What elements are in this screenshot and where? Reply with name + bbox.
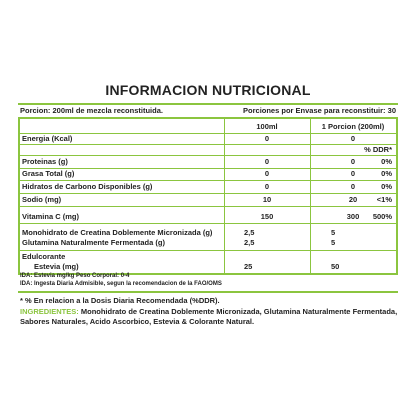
header-divider bbox=[18, 103, 398, 105]
row-label-glutamina: Glutamina Naturalmente Fermentada (g) bbox=[22, 238, 165, 247]
row-label-creatina: Monohidrato de Creatina Doblemente Micronizada (g) bbox=[22, 228, 213, 237]
row-value-portion: 20 bbox=[348, 195, 358, 204]
ingredients-label: INGREDIENTES: bbox=[20, 307, 79, 316]
row-divider bbox=[20, 250, 396, 251]
row-value-100ml: 2,5 bbox=[244, 238, 255, 247]
row-label-sodio: Sodio (mg) bbox=[22, 195, 62, 204]
row-label-grasa: Grasa Total (g) bbox=[22, 169, 75, 178]
row-value-100ml: 2,5 bbox=[244, 228, 255, 237]
row-value-100ml: 0 bbox=[264, 157, 270, 166]
row-value-100ml: 0 bbox=[264, 134, 270, 143]
ddr-note: * % En relacion a la Dosis Diaria Recomendada (%DDR). bbox=[20, 296, 220, 305]
row-value-portion: 50 bbox=[331, 262, 340, 271]
row-value-portion: 0 bbox=[350, 169, 356, 178]
row-divider bbox=[20, 193, 396, 194]
row-value-100ml: 0 bbox=[264, 169, 270, 178]
row-value-100ml: 0 bbox=[264, 182, 270, 191]
nutrition-table bbox=[18, 117, 398, 275]
row-value-portion: 5 bbox=[331, 228, 336, 237]
ingredients bbox=[20, 307, 400, 327]
row-label-edulcorante: Edulcorante bbox=[22, 252, 66, 261]
ingredients-text: Monohidrato de Creatina Doblemente Micronizada, Glutamina Naturalmente Fermentada, Sabores Naturales, Acido Ascorbico, Estevia & Colorante Natural. bbox=[20, 307, 398, 326]
row-value-100ml: 25 bbox=[244, 262, 253, 271]
row-value-portion: 0 bbox=[350, 182, 356, 191]
row-divider bbox=[20, 180, 396, 181]
row-divider bbox=[20, 144, 396, 145]
row-value-portion: 0 bbox=[350, 157, 356, 166]
row-value-100ml: 150 bbox=[260, 212, 274, 221]
bottom-divider bbox=[18, 291, 398, 293]
row-label-estevia: Estevia (mg) bbox=[34, 262, 79, 271]
row-divider bbox=[20, 206, 396, 207]
row-value-ddr: 0% bbox=[381, 157, 392, 166]
row-label-energia: Energia (Kcal) bbox=[22, 134, 73, 143]
row-divider bbox=[20, 223, 396, 224]
label-title: INFORMACION NUTRICIONAL bbox=[105, 82, 311, 98]
footnote-ida-estevia: IDA: Estevia mg/kg Peso Corporal: 0-4 bbox=[20, 273, 130, 279]
row-value-portion: 5 bbox=[331, 238, 336, 247]
row-label-hidratos: Hidratos de Carbono Disponibles (g) bbox=[22, 182, 153, 191]
row-value-ddr: 500% bbox=[372, 212, 392, 221]
footnote-ida-definition: IDA: Ingesta Diaria Admisible, segun la recomendacion de la FAO/OMS bbox=[20, 281, 222, 287]
row-value-ddr: 0% bbox=[381, 169, 392, 178]
row-divider bbox=[20, 155, 396, 156]
col-header-ddr: % DDR* bbox=[364, 145, 392, 154]
col-header-100ml: 100ml bbox=[256, 122, 278, 131]
servings-per-container: Porciones por Envase para reconstituir: 30 bbox=[243, 106, 396, 115]
col-header-portion: 1 Porcion (200ml) bbox=[321, 122, 385, 131]
row-value-ddr: <1% bbox=[376, 195, 392, 204]
row-value-portion: 300 bbox=[346, 212, 360, 221]
serving-portion: Porcion: 200ml de mezcla reconstituida. bbox=[20, 106, 163, 115]
row-label-proteinas: Proteinas (g) bbox=[22, 157, 68, 166]
row-value-100ml: 10 bbox=[262, 195, 272, 204]
row-value-portion: 0 bbox=[350, 134, 356, 143]
row-value-ddr: 0% bbox=[381, 182, 392, 191]
row-label-vitamina-c: Vitamina C (mg) bbox=[22, 212, 79, 221]
